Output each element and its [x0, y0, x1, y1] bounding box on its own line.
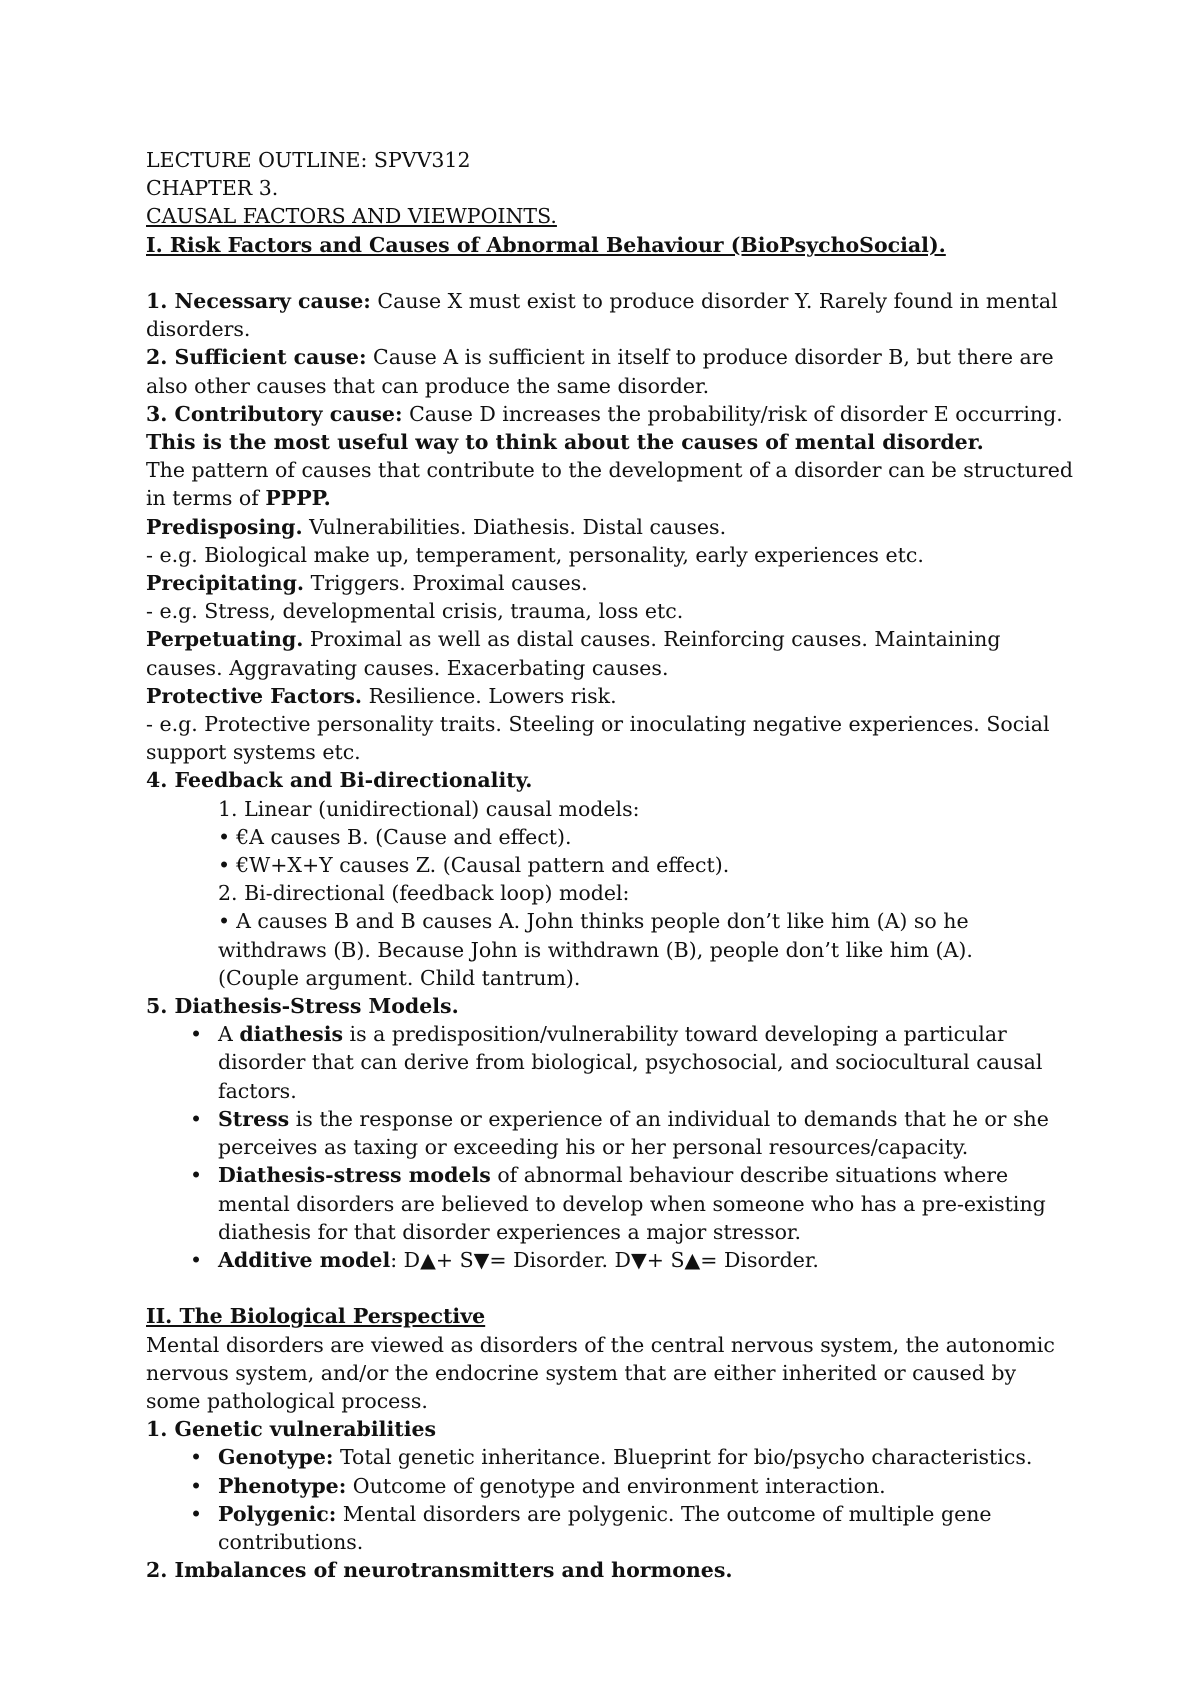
- bullet-icon: •: [190, 1247, 203, 1272]
- precipitating-example: - e.g. Stress, developmental crisis, trauma, loss etc.: [146, 599, 684, 624]
- list-item: • Genotype: Total genetic inheritance. Blueprint for bio/psycho characteristics.: [146, 1443, 1076, 1471]
- bullet-icon: •: [190, 1501, 203, 1526]
- protective-example: - e.g. Protective personality traits. Steeling or inoculating negative experiences. Social support systems etc.: [146, 712, 1050, 765]
- list-item: • Polygenic: Mental disorders are polygenic. The outcome of multiple gene contributions.: [190, 1501, 992, 1554]
- bullet-icon: •: [190, 1022, 203, 1047]
- bullet-icon: •: [218, 909, 231, 934]
- bullet-icon: •: [190, 1106, 203, 1131]
- linear-bullet-1: • €A causes B. (Cause and effect).: [218, 824, 572, 849]
- sufficient-cause: 2. Sufficient cause: Cause A is sufficient in itself to produce disorder B, but there are also other causes that can produce the same disorder.: [146, 345, 1054, 398]
- list-item: • A diathesis is a predisposition/vulnerability toward developing a particular disorder that can derive from biological, psychosocial, and sociocultural causal factors.: [190, 1022, 1043, 1103]
- feedback-heading: 4. Feedback and Bi-directionality.: [146, 768, 533, 793]
- useful-statement: This is the most useful way to think about the causes of mental disorder.: [146, 430, 984, 455]
- list-item: • Diathesis-stress models of abnormal behaviour describe situations where mental disorders are believed to develop when someone who has a pre-existing diathesis for that disorder experiences a major stressor.: [190, 1163, 1046, 1244]
- predisposing-example: - e.g. Biological make up, temperament, personality, early experiences etc.: [146, 542, 924, 567]
- protective-factors: Protective Factors. Resilience. Lowers risk.: [146, 683, 617, 708]
- bidirectional-title: 2. Bi-directional (feedback loop) model:: [218, 881, 630, 906]
- imbalances-heading: 2. Imbalances of neurotransmitters and hormones.: [146, 1558, 733, 1583]
- linear-models-title: 1. Linear (unidirectional) causal models:: [218, 796, 640, 821]
- bullet-icon: •: [190, 1163, 203, 1188]
- diathesis-heading: 5. Diathesis-Stress Models.: [146, 994, 459, 1019]
- chapter-title: CAUSAL FACTORS AND VIEWPOINTS.: [146, 204, 557, 229]
- list-item: • Additive model: D▲+ S▼= Disorder. D▼+ S▲= Disorder.: [146, 1246, 1076, 1274]
- bullet-icon: •: [190, 1473, 203, 1498]
- bullet-icon: •: [218, 824, 231, 849]
- genetic-heading: 1. Genetic vulnerabilities: [146, 1417, 437, 1442]
- biological-intro: Mental disorders are viewed as disorders of the central nervous system, the autonomic nervous system, and/or the endocrine system that are either inherited or caused by some pathological process.: [146, 1332, 1055, 1413]
- bullet-icon: •: [218, 853, 231, 878]
- chapter-line: CHAPTER 3.: [146, 176, 279, 201]
- pppp-statement: The pattern of causes that contribute to the development of a disorder can be structured in terms of PPPP.: [146, 458, 1074, 511]
- document-body: [146, 146, 1076, 1584]
- bidirectional-bullet-cont: withdraws (B). Because John is withdrawn (B), people don’t like him (A).: [218, 937, 973, 962]
- bidirectional-bullet: • A causes B and B causes A. John thinks people don’t like him (A) so he: [218, 909, 969, 934]
- necessary-cause: 1. Necessary cause: Cause X must exist to produce disorder Y. Rarely found in mental disorders.: [146, 289, 1058, 342]
- list-item: • Phenotype: Outcome of genotype and environment interaction.: [146, 1472, 1076, 1500]
- perpetuating: Perpetuating. Proximal as well as distal causes. Reinforcing causes. Maintaining causes. Aggravating causes. Exacerbating causes.: [146, 627, 1001, 680]
- predisposing: Predisposing. Vulnerabilities. Diathesis. Distal causes.: [146, 514, 727, 539]
- bullet-icon: •: [190, 1445, 203, 1470]
- precipitating: Precipitating. Triggers. Proximal causes.: [146, 571, 588, 596]
- course-line: LECTURE OUTLINE: SPVV312: [146, 148, 471, 172]
- linear-bullet-2: • €W+X+Y causes Z. (Causal pattern and effect).: [218, 853, 730, 878]
- bidirectional-bullet-cont: (Couple argument. Child tantrum).: [218, 965, 581, 990]
- section-heading: II. The Biological Perspective: [146, 1304, 486, 1329]
- blank-line: [146, 259, 1076, 287]
- list-item: • Stress is the response or experience of an individual to demands that he or she perceives as taxing or exceeding his or her personal resources/capacity.: [190, 1106, 1049, 1160]
- section-heading: I. Risk Factors and Causes of Abnormal Behaviour (BioPsychoSocial).: [146, 232, 946, 257]
- blank-line: [146, 1274, 1076, 1302]
- contributory-cause: 3. Contributory cause: Cause D increases the probability/risk of disorder E occurring.: [146, 401, 1063, 426]
